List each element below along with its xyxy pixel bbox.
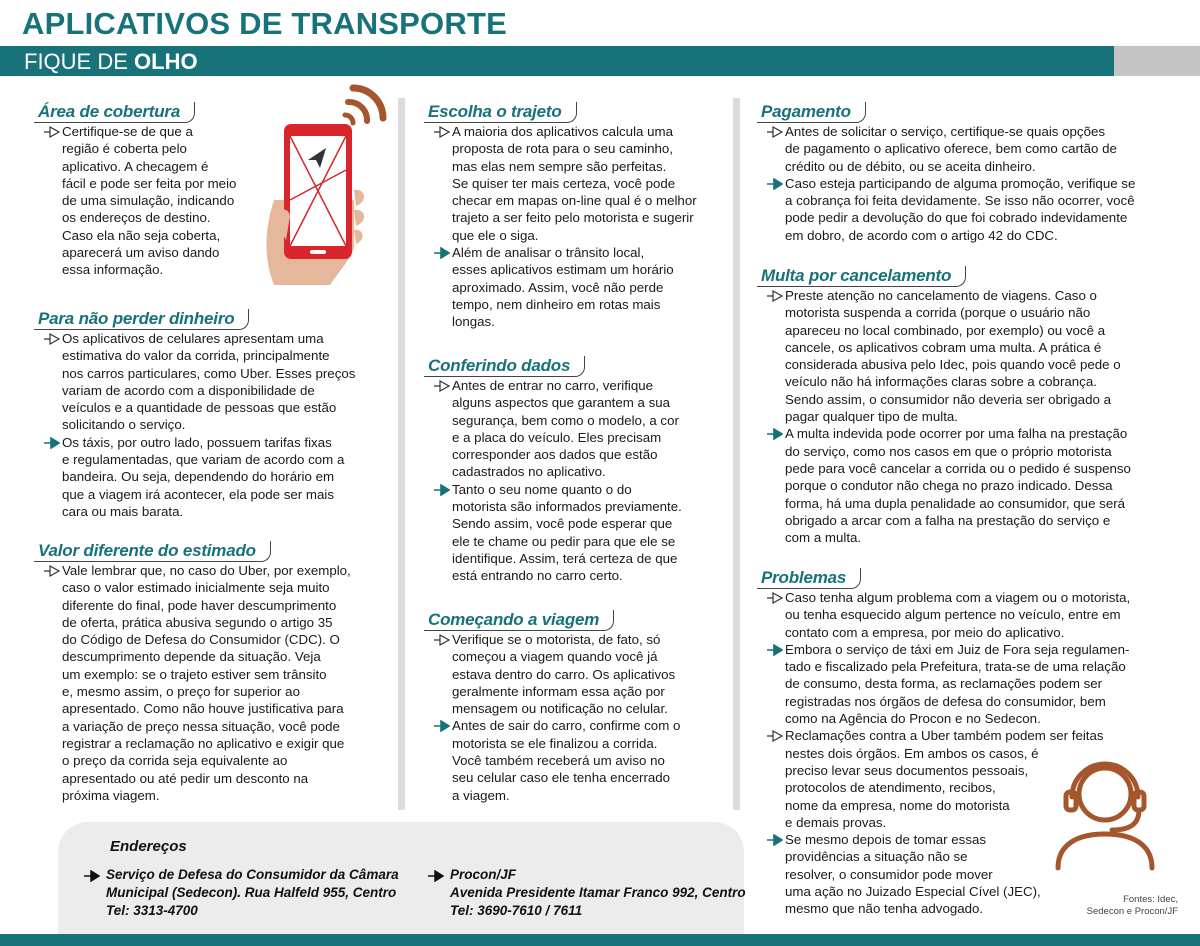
item-text-line: registrar a reclamação no aplicativo e exigir que	[62, 735, 345, 751]
address-line: Procon/JF	[450, 867, 517, 882]
item-text-line: apareceu no local combinado, por exemplo) ou você a	[785, 322, 1106, 338]
item-text-line: obrigado a arcar com a falha na prestação do serviço e	[785, 512, 1111, 528]
page-title: APLICATIVOS DE TRANSPORTE	[22, 6, 507, 41]
sources-line: Fontes: Idec,	[1123, 894, 1178, 905]
item-text-line: porque o condutor não chega no prazo indicado. Dessa	[785, 478, 1113, 494]
item-text-line: considerada abusiva pelo Idec, pois quando você pede o	[785, 357, 1121, 373]
item-text-line: trajeto a ser feito pelo motorista e sugerir	[452, 210, 694, 226]
subtitle-normal: FIQUE DE	[24, 49, 128, 74]
item-text-line: cadastrados no aplicativo.	[452, 464, 606, 480]
item-text-line: que ele o siga.	[452, 227, 539, 243]
shoulders	[1058, 834, 1152, 868]
item-text-line: de pagamento o aplicativo oferece, bem como cartão de	[785, 141, 1117, 157]
item-text-line: pede para você cancelar a corrida ou o pedido é suspenso	[785, 460, 1131, 476]
item-text-line: e, mesmo assim, o preço for superior ao	[62, 684, 300, 700]
item-text-line: a viagem.	[452, 787, 510, 803]
arrow-outline-icon	[767, 592, 783, 604]
item-text-line: caso o valor estimado inicialmente seja muito	[62, 580, 330, 596]
arrow-outline-icon	[767, 126, 783, 138]
item-text-line: Antes de solicitar o serviço, certifique-se quais opções	[785, 124, 1106, 139]
list-item	[424, 481, 724, 585]
item-text-line: do serviço, como nos casos em que o próprio motorista	[785, 443, 1112, 459]
item-text-line: os endereços de destino.	[62, 210, 211, 226]
item-text-line: solicitando o serviço.	[62, 417, 186, 433]
item-text-line: proposta de rota para o seu caminho,	[452, 141, 674, 157]
address-line: Avenida Presidente Itamar Franco 992, Centro	[450, 885, 746, 900]
section-multa-cancelamento	[757, 266, 1177, 546]
list-item	[757, 425, 1177, 546]
arrow-outline-icon	[434, 126, 450, 138]
sources-line: Sedecon e Procon/JF	[1086, 906, 1178, 917]
item-text-line: e demais provas.	[785, 814, 887, 830]
address-line: Municipal (Sedecon). Rua Halfeld 955, Centro	[106, 885, 397, 900]
item-text-line: corresponder aos dados que estão	[452, 447, 658, 463]
sources-credit	[1078, 894, 1178, 918]
address-phone: Tel: 3690-7610 / 7611	[450, 903, 583, 918]
section-comecando-viagem	[424, 610, 724, 804]
section-title: Conferindo dados	[424, 356, 585, 377]
item-text-line: estimativa do valor da corrida, principalmente	[62, 348, 330, 364]
phone-home-button	[310, 250, 326, 254]
list-item	[757, 175, 1177, 244]
subtitle-bold: OLHO	[134, 49, 198, 74]
address-sedecon	[106, 866, 399, 920]
addresses-title: Endereços	[110, 838, 187, 855]
section-title: Começando a viagem	[424, 610, 614, 631]
item-text-line: forma, há uma dupla penalidade ao consumidor, que será	[785, 495, 1126, 511]
item-text-line: protocolos de atendimento, recibos,	[785, 780, 996, 796]
item-text-line: nome da empresa, nome do motorista	[785, 797, 1010, 813]
item-text-line: Você também receberá um aviso no	[452, 753, 665, 769]
section-title: Pagamento	[757, 102, 866, 123]
item-text-line: mensagem ou notificação no celular.	[452, 701, 668, 717]
item-text-line: de uma simulação, indicando	[62, 193, 235, 209]
arrow-outline-icon	[767, 730, 783, 742]
item-text-line: Caso esteja participando de alguma promoção, verifique se	[785, 175, 1136, 191]
item-text-line: preciso levar seus documentos pessoais,	[785, 762, 1029, 778]
hand-fingers	[354, 190, 364, 244]
list-item	[424, 123, 724, 244]
section-items	[424, 377, 724, 585]
arrow-filled-icon	[767, 644, 783, 656]
item-text-line: mesmo que não tenha advogado.	[785, 901, 984, 917]
section-conferindo-dados	[424, 356, 724, 585]
arrow-filled-icon	[767, 428, 783, 440]
list-item	[424, 631, 724, 717]
headset-agent-icon	[1050, 752, 1160, 872]
item-text-line: registradas nos órgãos de defesa do consumidor, bem	[785, 693, 1106, 709]
section-valor-diferente	[34, 541, 394, 804]
item-text-line: um exemplo: se o trajeto estiver sem trânsito	[62, 666, 327, 682]
item-text-line: Antes de sair do carro, confirme com o	[452, 718, 681, 734]
item-text-line: região é coberta pelo	[62, 141, 187, 157]
item-text-line: o preço da corrida seja equivalente ao	[62, 753, 288, 769]
section-title: Escolha o trajeto	[424, 102, 577, 123]
section-items	[757, 123, 1177, 244]
subtitle	[24, 49, 198, 75]
item-text-line: Além de analisar o trânsito local,	[452, 245, 645, 261]
item-text-line: A multa indevida pode ocorrer por uma falha na prestação	[785, 426, 1128, 442]
item-text-line: apresentado. Como não houve justificativa para	[62, 701, 344, 717]
list-item	[34, 330, 394, 434]
item-text-line: essa informação.	[62, 262, 164, 278]
item-text-line: e regulamentadas, que variam de acordo com a	[62, 452, 345, 468]
item-text-line: alguns aspectos que garantem a sua	[452, 395, 671, 411]
arrow-outline-icon	[44, 126, 60, 138]
section-items	[34, 330, 394, 520]
item-text-line: mas elas nem sempre são perfeitas.	[452, 158, 667, 174]
item-text-line: Certifique-se de que a	[62, 124, 193, 139]
item-text-line: bandeira. Ou seja, dependendo do horário em	[62, 469, 335, 485]
item-text-line: nestes dois órgãos. Em ambos os casos, é	[785, 745, 1039, 761]
item-text-line: com a multa.	[785, 530, 862, 546]
item-text-line: começou a viagem quando você já	[452, 649, 658, 665]
item-text-line: a cobrança foi feita devidamente. Se isso não ocorrer, você	[785, 193, 1135, 209]
item-text-line: apresentado ou até pedir um desconto na	[62, 770, 309, 786]
item-text-line: diferente do final, pode haver descumprimento	[62, 597, 337, 613]
item-text-line: Os aplicativos de celulares apresentam uma	[62, 331, 324, 346]
item-text-line: do Código de Defesa do Consumidor (CDC). O	[62, 632, 340, 648]
arrow-outline-icon	[434, 380, 450, 392]
item-text-line: Tanto o seu nome quanto o do	[452, 481, 632, 497]
item-text-line: motorista se ele finalizou a corrida.	[452, 735, 658, 751]
banner-gray-block	[1114, 46, 1200, 76]
item-text-line: descumprimento depende da situação. Veja	[62, 649, 321, 665]
item-text-line: seu celular caso ele tenha encerrado	[452, 770, 671, 786]
head-outline	[1079, 768, 1131, 820]
item-text-line: que a viagem irá acontecer, ela pode ser mais	[62, 486, 335, 502]
address-phone: Tel: 3313-4700	[106, 903, 198, 918]
section-pagamento	[757, 102, 1177, 244]
item-text-line: nos carros particulares, como Uber. Esses preços	[62, 365, 356, 381]
item-text-line: Verifique se o motorista, de fato, só	[452, 632, 661, 647]
item-text-line: cancele, os aplicativos cobram uma multa. A prática é	[785, 339, 1102, 355]
item-text-line: contato com a empresa, por meio do aplicativo.	[785, 624, 1065, 640]
arrow-filled-icon	[428, 870, 444, 882]
item-text-line: ou tenha esquecido algum pertence no veículo, entre em	[785, 607, 1121, 623]
item-text-line: identifique. Assim, terá certeza de que	[452, 550, 678, 566]
section-title: Problemas	[757, 568, 861, 589]
item-text-line: segurança, bem como o modelo, a cor	[452, 412, 679, 428]
item-text-line: Embora o serviço de táxi em Juiz de Fora seja regulamen-	[785, 641, 1130, 657]
item-text-line: a variação de preço nessa situação, você pode	[62, 718, 340, 734]
item-text-line: tado e fiscalizado pela Prefeitura, trata-se de uma relação	[785, 659, 1126, 675]
item-text-line: cara ou mais barata.	[62, 503, 184, 519]
item-text-line: como na Agência do Procon e no Sedecon.	[785, 711, 1041, 727]
item-text-line: de oferta, prática abusiva segundo o artigo 35	[62, 614, 333, 630]
item-text-line: A maioria dos aplicativos calcula uma	[452, 124, 673, 139]
wifi-arc-inner	[345, 115, 353, 123]
arrow-filled-icon	[434, 484, 450, 496]
item-text-line: resolver, o consumidor pode mover	[785, 866, 993, 882]
arrow-filled-icon	[767, 834, 783, 846]
list-item	[34, 434, 394, 520]
section-title: Para não perder dinheiro	[34, 309, 249, 330]
arrow-outline-icon	[44, 333, 60, 345]
item-text-line: longas.	[452, 314, 495, 330]
item-text-line: pagar qualquer tipo de multa.	[785, 409, 958, 425]
item-text-line: geralmente informam essa ação por	[452, 683, 665, 699]
item-text-line: Antes de entrar no carro, verifique	[452, 378, 654, 393]
item-text-line: aproximado. Assim, você não perde	[452, 279, 664, 295]
item-text-line: ele te chame ou pedir para que ele se	[452, 533, 676, 549]
section-items	[34, 562, 394, 804]
arrow-filled-icon	[84, 870, 100, 882]
item-text-line: motorista suspenda a corrida (porque o usuário não	[785, 305, 1091, 321]
section-escolha-trajeto	[424, 102, 724, 331]
item-text-line: pode pedir a devolução do que foi cobrado indevidamente	[785, 210, 1128, 226]
item-text-line: Caso tenha algum problema com a viagem ou o motorista,	[785, 590, 1131, 605]
list-item	[757, 589, 1177, 641]
item-text-line: variam de acordo com a disponibilidade de	[62, 382, 315, 398]
arrow-outline-icon	[434, 634, 450, 646]
item-text-line: estava dentro do carro. Os aplicativos	[452, 666, 676, 682]
item-text-line: Sendo assim, você pode esperar que	[452, 516, 673, 532]
footer-bar	[0, 934, 1200, 946]
item-text-line: esses aplicativos estimam um horário	[452, 262, 674, 278]
hand-holding-phone-icon	[250, 80, 400, 290]
arrow-filled-icon	[434, 247, 450, 259]
arrow-outline-icon	[44, 565, 60, 577]
item-text-line: Vale lembrar que, no caso do Uber, por exemplo,	[62, 563, 351, 578]
item-text-line: providências a situação não se	[785, 849, 968, 865]
column-divider	[733, 98, 740, 810]
list-item	[34, 562, 394, 804]
section-title: Multa por cancelamento	[757, 266, 966, 287]
item-text-line: checar em mapas on-line qual é o melhor	[452, 193, 697, 209]
item-text-line: veículo não há informações claras sobre a cobrança.	[785, 374, 1097, 390]
item-text-line: Os táxis, por outro lado, possuem tarifas fixas	[62, 434, 332, 450]
section-nao-perder-dinheiro	[34, 309, 394, 520]
section-title: Área de cobertura	[34, 102, 195, 123]
item-text-line: Se quiser ter mais certeza, você pode	[452, 175, 676, 191]
section-title: Valor diferente do estimado	[34, 541, 271, 562]
item-text-line: está entrando no carro certo.	[452, 568, 623, 584]
item-text-line: uma ação no Juizado Especial Cível (JEC),	[785, 884, 1041, 900]
item-text-line: em dobro, de acordo com o artigo 42 do CDC.	[785, 227, 1058, 243]
item-text-line: motorista são informados previamente.	[452, 499, 682, 515]
arrow-outline-icon	[767, 290, 783, 302]
item-text-line: de consumo, desta forma, as reclamações podem ser	[785, 676, 1103, 692]
item-text-line: Reclamações contra a Uber também podem ser feitas	[785, 728, 1104, 744]
section-items	[757, 287, 1177, 546]
list-item	[424, 244, 724, 330]
section-items	[424, 631, 724, 804]
arrow-filled-icon	[767, 178, 783, 190]
item-text-line: e a placa do veículo. Eles precisam	[452, 429, 662, 445]
list-item	[757, 123, 1177, 175]
address-procon	[450, 866, 746, 920]
list-item	[757, 641, 1177, 727]
item-text-line: crédito ou de débito, ou se aceita dinheiro.	[785, 158, 1036, 174]
section-items	[424, 123, 724, 331]
arrow-filled-icon	[44, 437, 60, 449]
item-text-line: aplicativo. A checagem é	[62, 158, 209, 174]
item-text-line: próxima viagem.	[62, 787, 160, 803]
item-text-line: Se mesmo depois de tomar essas	[785, 832, 987, 848]
address-line: Serviço de Defesa do Consumidor da Câmara	[106, 867, 399, 882]
item-text-line: Sendo assim, o consumidor não deveria ser obrigado a	[785, 391, 1111, 407]
arrow-filled-icon	[434, 720, 450, 732]
item-text-line: fácil e pode ser feita por meio	[62, 175, 237, 191]
item-text-line: veículos e a quantidade de pessoas que estão	[62, 400, 337, 416]
item-text-line: aparecerá um aviso dando	[62, 245, 220, 261]
item-text-line: Caso ela não seja coberta,	[62, 227, 221, 243]
list-item	[424, 377, 724, 481]
item-text-line: tempo, nem dinheiro em rotas mais	[452, 296, 661, 312]
list-item	[424, 717, 724, 803]
list-item	[757, 287, 1177, 425]
item-text-line: Preste atenção no cancelamento de viagens. Caso o	[785, 288, 1097, 303]
